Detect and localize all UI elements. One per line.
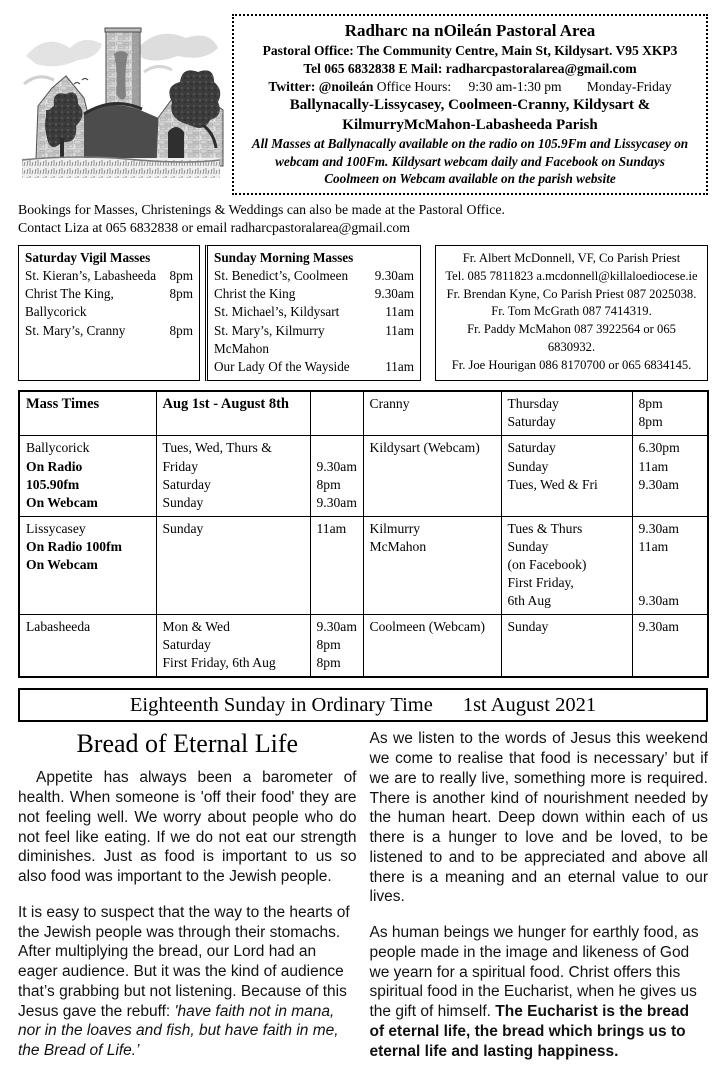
church-name: St. Kieran’s, Labasheeda: [25, 268, 157, 283]
mass-table-line: First Friday,: [507, 575, 574, 591]
mass-table-cell: [310, 516, 363, 614]
mass-table-cell: [501, 516, 632, 614]
mass-table-line: On Radio: [26, 458, 83, 474]
priests-contact-box: [435, 245, 708, 382]
church-name: St. Benedict’s, Coolmeen: [214, 268, 349, 283]
mass-table-line: Saturday: [507, 440, 556, 456]
mass-table-cell: [501, 391, 632, 436]
mass-time: 11am: [385, 359, 414, 375]
pastoral-office-contact: Tel 065 6832838 E Mail: radharcpastoralarea@gmail.com: [303, 61, 637, 77]
paragraph-segment: The Eucharist is the bread of eternal life, the bread which brings us to eternal life and lasting happiness.: [369, 1003, 690, 1060]
paragraph-segment: Appetite has always been a barometer of health. When someone is 'off their food' they are not feeling well. We worry about people who do not feel like eating. If we do not eat our strength diminishes. Just as food is important to us so also food was important to the Jewish people.: [18, 769, 357, 886]
mass-table-line: 11am: [638, 538, 669, 554]
mass-table-cell: [632, 516, 708, 614]
vigil-mass-row: [25, 285, 193, 321]
mass-table-line: 9.30am: [316, 619, 357, 635]
mass-table-cell: [19, 391, 156, 436]
article: [18, 729, 708, 1077]
mass-table-line: [317, 439, 359, 457]
mass-time: 9.30am: [374, 286, 414, 302]
paragraph-segment: As human beings we hunger for earthly food, as people made in the image and likeness of God we yearn for a spiritual food. Christ offers this spiritual food in the Eucharist, when he gives us the gift of himself: [369, 924, 699, 1021]
mass-table-row: [19, 391, 708, 436]
article-paragraph: [18, 903, 357, 1061]
sunday-mass-row: [214, 303, 414, 321]
bookings-line1: Bookings for Masses, Christenings & Weddings can also be made at the Pastoral Office.: [18, 201, 505, 217]
sunday-title: Eighteenth Sunday in Ordinary Time: [129, 693, 433, 716]
article-right-paragraphs: [370, 729, 709, 1061]
twitter-handle: Twitter: @noileán: [268, 79, 374, 95]
church-name: Our Lady Of the Wayside: [214, 359, 350, 375]
mass-table-line: 8pm: [638, 396, 663, 412]
parish-names-line2: KilmurryMcMahon-Labasheeda Parish: [342, 116, 598, 133]
mass-table-line: Mass Times: [26, 396, 100, 413]
mass-table-line: 6th Aug: [507, 593, 551, 609]
church-name: Christ the King: [214, 286, 296, 302]
sunday-mass-row: [214, 267, 414, 285]
mass-table-cell: [310, 615, 363, 678]
church-name: St. Mary’s, Kilmurry McMahon: [214, 322, 325, 356]
mass-time: 9.30am: [374, 268, 414, 283]
mass-table-cell: [156, 436, 310, 516]
mass-table-cell: [632, 436, 708, 516]
mass-table-line: Saturday: [162, 476, 211, 492]
mass-table-row: [19, 615, 708, 678]
mass-table-line: McMahon: [369, 538, 427, 554]
mass-table-line: Tues, Wed & Fri: [507, 476, 598, 492]
mass-table-line: Lissycasey: [26, 520, 86, 536]
mass-table-line: Saturday: [162, 637, 211, 653]
mass-table-line: [639, 556, 704, 574]
sunday-date: 1st August 2021: [462, 693, 597, 716]
mass-table-line: Kilmurry: [369, 520, 421, 536]
priests-contact-list: [442, 250, 701, 375]
vigil-mass-row: [25, 322, 193, 340]
church-name: St. Michael’s, Kildysart: [214, 304, 340, 320]
church-ruins-sketch: [18, 14, 224, 182]
article-paragraph: [370, 729, 709, 907]
mass-table-line: 11am: [638, 458, 669, 474]
mass-table-line: On Webcam: [26, 494, 98, 510]
mass-table-line: Thursday: [507, 396, 559, 412]
mass-table-line: Sunday: [162, 520, 204, 536]
sunday-title-bar: [18, 688, 708, 722]
mass-table-cell: [310, 436, 363, 516]
twitter-office-hours-line: [240, 78, 700, 96]
pastoral-area-title: Radharc na nOileán Pastoral Area: [344, 21, 596, 40]
mass-time: 8pm: [169, 286, 193, 302]
priest-contact-line: Fr. Tom McGrath 087 7414319.: [491, 304, 652, 319]
mass-table-cell: [363, 615, 501, 678]
vigil-masses-list: [25, 267, 193, 340]
mass-table-cell: [310, 391, 363, 436]
mass-table-row: [19, 436, 708, 516]
mass-time: 8pm: [169, 268, 193, 283]
mass-table-line: Ballycorick: [26, 440, 90, 456]
mass-table-cell: [501, 615, 632, 678]
parish-names-line1: Ballynacally-Lissycasey, Coolmeen-Cranny, Kildysart &: [289, 96, 651, 113]
mass-table-line: On Webcam: [26, 556, 98, 572]
mass-table-line: Kildysart (Webcam): [369, 440, 480, 456]
article-left-column: [18, 729, 357, 1077]
mass-table-line: Saturday: [507, 414, 556, 430]
mass-table-line: Sunday: [507, 619, 549, 635]
mass-table-line: Sunday: [507, 458, 549, 474]
mass-table-line: Tues & Thurs: [507, 520, 583, 536]
saturday-vigil-masses-box: [18, 245, 200, 382]
article-right-column: [370, 729, 709, 1077]
priest-contact-line: Fr. Brendan Kyne, Co Parish Priest 087 2025038.: [446, 286, 697, 301]
mass-table-line: 9.30am: [316, 458, 357, 474]
paragraph-segment: As we listen to the words of Jesus this weekend we come to realise that food is necessary’ but if we are to really live, something more is required. There is another kind of nourishment needed by the human heart. Deep down within each of us there is a hunger to love and be loved, to be listened to and to be appreciated and above all there is a meaning and an eternal value to our lives.: [369, 730, 708, 906]
mass-table-line: On Radio 100fm: [26, 538, 122, 554]
mass-table-cell: [363, 436, 501, 516]
sunday-mass-row: [214, 285, 414, 303]
mass-table-line: 9.30am: [638, 520, 679, 536]
sunday-mass-row: [214, 322, 414, 358]
mass-table-cell: [156, 615, 310, 678]
office-hours-label: Office Hours:: [376, 79, 452, 95]
mass-table-line: First Friday, 6th Aug: [162, 655, 276, 671]
mass-table-cell: [19, 615, 156, 678]
mass-table-cell: [363, 391, 501, 436]
mass-times-table: [18, 390, 709, 678]
webcam-note: Coolmeen on Webcam available on the parish website: [324, 170, 616, 186]
priest-contact-line: Fr. Joe Hourigan 086 8170700 or 065 6834145.: [451, 358, 692, 373]
pastoral-office-address: Pastoral Office: The Community Centre, Main St, Kildysart. V95 XKP3: [262, 43, 678, 59]
mass-table-line: Tues, Wed, Thurs &: [162, 440, 272, 456]
mass-table-cell: [363, 516, 501, 614]
article-heading: Bread of Eternal Life: [76, 729, 299, 759]
mass-table-line: 8pm: [316, 637, 341, 653]
mass-table-cell: [632, 615, 708, 678]
mass-table-line: Sunday: [162, 494, 204, 510]
office-days-value: Monday-Friday: [586, 79, 672, 95]
mass-table-line: Cranny: [369, 396, 410, 412]
mass-table-line: (on Facebook): [507, 556, 587, 572]
mass-table-line: [639, 574, 704, 592]
mass-table-line: 105.90fm: [26, 476, 80, 492]
mass-table-cell: [19, 516, 156, 614]
mass-table-line: 6.30pm: [638, 440, 680, 456]
mass-time: 8pm: [169, 322, 193, 338]
broadcast-note: All Masses at Ballynacally available on the radio on 105.9Fm and Lissycasey on webcam and 100Fm. Kildysart webcam daily and Facebook on Sundays: [251, 136, 689, 169]
priest-contact-line: Fr. Paddy McMahon 087 3922564 or 065 6830932.: [467, 322, 676, 355]
mass-table-line: Aug 1st - August 8th: [162, 396, 289, 413]
sunday-morning-masses-box: [205, 245, 421, 382]
mass-time: 11am: [385, 304, 414, 320]
mass-table-line: 9.30am: [316, 494, 357, 510]
bookings-info: [18, 201, 708, 237]
sunday-mass-row: [214, 358, 414, 376]
mass-table-line: 9.30am: [638, 619, 679, 635]
mass-boxes-row: [18, 245, 708, 382]
paragraph-segment: .: [486, 1003, 496, 1021]
mass-table-row: [19, 516, 708, 614]
mass-table-line: Sunday: [507, 538, 549, 554]
mass-table-cell: [19, 436, 156, 516]
mass-table-line: 8pm: [316, 476, 341, 492]
vigil-masses-title: Saturday Vigil Masses: [25, 249, 151, 265]
mass-table-line: 11am: [316, 520, 347, 536]
church-name: St. Mary’s, Cranny: [25, 322, 126, 338]
paragraph-segment: It is easy to suspect that the way to the hearts of the Jewish people was through their stomachs. After multiplying the bread, our Lord had an eager audience. But it was the kind of audience that’s grabbing but not listening. Because of this Jesus gave the rebuff:: [18, 903, 350, 1020]
article-paragraph: [370, 923, 709, 1061]
mass-table-line: Labasheeda: [26, 619, 91, 635]
mass-table-line: 8pm: [638, 414, 663, 430]
bookings-line2: Contact Liza at 065 6832838 or email radharcpastoralarea@gmail.com: [18, 219, 410, 235]
mass-table-line: Coolmeen (Webcam): [369, 619, 486, 635]
mass-table-line: Friday: [162, 458, 198, 474]
priest-contact-line: Fr. Albert McDonnell, VF, Co Parish Priest: [462, 250, 681, 265]
sunday-masses-title: Sunday Morning Masses: [214, 249, 354, 265]
pastoral-area-header-box: [232, 14, 708, 195]
church-ruins-image: [18, 14, 224, 182]
mass-table-line: 9.30am: [638, 593, 679, 609]
mass-time: 11am: [385, 322, 414, 338]
church-name: Christ The King, Ballycorick: [25, 286, 114, 320]
article-left-paragraphs: [18, 768, 357, 1061]
priest-contact-line: Tel. 085 7811823 a.mcdonnell@killaloediocese.ie: [445, 268, 698, 283]
office-hours-value: 9:30 am-1:30 pm: [468, 79, 562, 95]
top-row: [18, 14, 708, 195]
mass-table-line: 9.30am: [638, 476, 679, 492]
mass-table-cell: [501, 436, 632, 516]
mass-table-line: 8pm: [316, 655, 341, 671]
mass-table-cell: [632, 391, 708, 436]
mass-table-cell: [156, 516, 310, 614]
vigil-mass-row: [25, 267, 193, 285]
article-paragraph: [18, 768, 357, 887]
mass-table-cell: [156, 391, 310, 436]
sunday-masses-list: [214, 267, 414, 376]
mass-table-line: Mon & Wed: [162, 619, 230, 635]
paragraph-segment: 'have faith not in mana, nor in the loaves and fish, but have faith in me, the Bread of Life.’: [18, 1002, 339, 1060]
